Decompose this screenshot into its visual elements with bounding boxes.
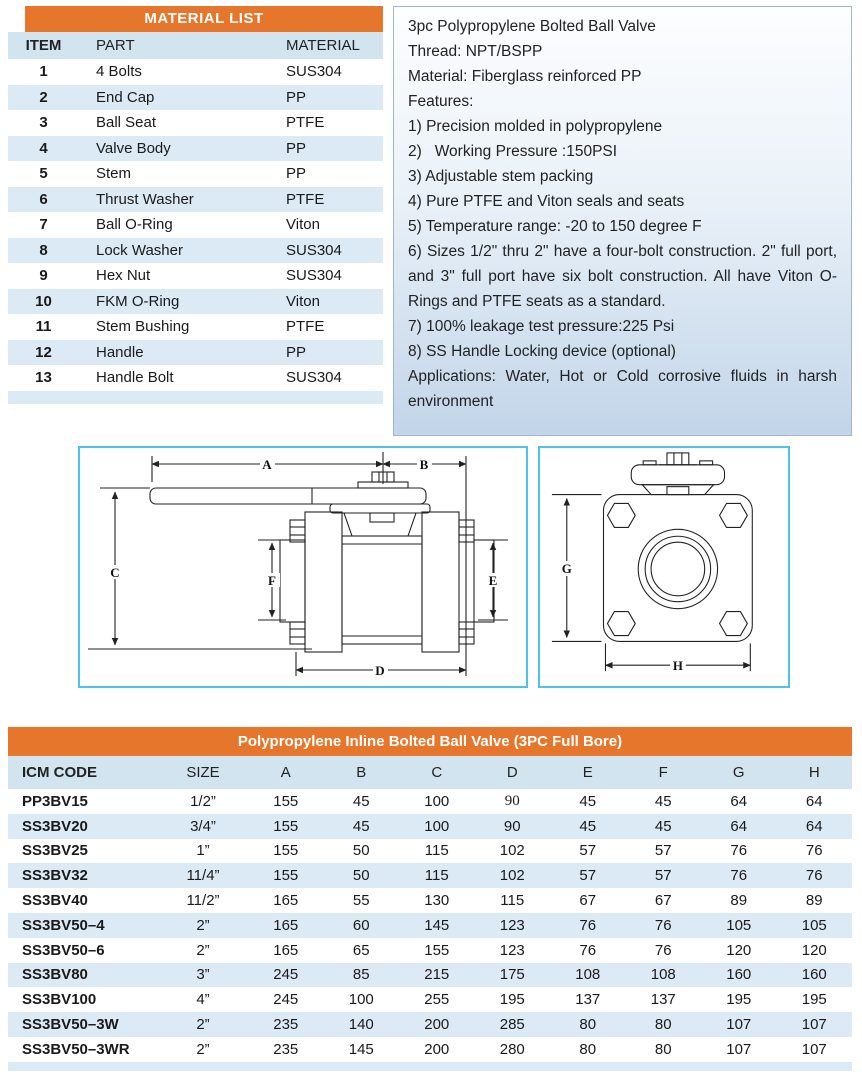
table-cell: 64 <box>730 792 748 810</box>
table-row <box>8 814 852 839</box>
table-bottom-strip <box>8 391 383 404</box>
table-cell: 5 <box>39 165 48 183</box>
table-cell: 8 <box>39 241 48 259</box>
column-header: C <box>431 764 443 781</box>
table-cell: 80 <box>654 1016 672 1034</box>
table-cell: 123 <box>499 941 525 959</box>
table-cell: 130 <box>424 892 450 910</box>
table-cell: 64 <box>805 817 823 835</box>
table-cell: 3/4” <box>190 817 216 835</box>
table-cell: 137 <box>650 991 676 1009</box>
table-cell: 155 <box>273 792 299 810</box>
table-cell: SS3BV40 <box>22 892 88 910</box>
table-cell: Handle Bolt <box>96 369 174 387</box>
table-cell: 108 <box>650 966 676 984</box>
table-cell: 4 Bolts <box>96 63 142 81</box>
table-cell: PP <box>286 139 307 157</box>
description-line: 6) Sizes 1/2" thru 2" have a four-bolt construction. 2" full port, and 3" full port have six bolt construction. All have Viton O-Rings and PTFE seats as a standard. <box>408 243 842 310</box>
table-cell: 45 <box>654 817 672 835</box>
dim-label-h: H <box>672 659 683 674</box>
description-line: 8) SS Handle Locking device (optional) <box>408 343 676 360</box>
table-cell: 57 <box>579 842 597 860</box>
table-cell: 45 <box>352 817 370 835</box>
table-cell: 76 <box>654 916 672 934</box>
table-cell: 280 <box>499 1040 525 1058</box>
table-cell: SS3BV50–3WR <box>22 1040 130 1058</box>
table-cell: 76 <box>730 842 748 860</box>
table-cell: 1” <box>196 842 210 860</box>
table-cell: FKM O-Ring <box>96 292 180 310</box>
dimension-table <box>8 756 852 1062</box>
material-list-table <box>8 32 383 391</box>
table-cell: 9 <box>39 267 48 285</box>
table-cell: PP <box>286 165 307 183</box>
description-line: 3) Adjustable stem packing <box>408 168 594 185</box>
table-cell: 1 <box>39 63 48 81</box>
table-cell: 90 <box>503 817 521 835</box>
table-cell: Thrust Washer <box>96 190 194 208</box>
table-row <box>8 161 383 187</box>
table-cell: 3 <box>39 114 48 132</box>
table-cell: 80 <box>654 1040 672 1058</box>
table-cell: 4 <box>39 139 48 157</box>
table-cell: 2” <box>196 941 210 959</box>
column-header: B <box>356 764 367 781</box>
table-cell: 107 <box>726 1016 752 1034</box>
column-header: ICM CODE <box>22 764 97 781</box>
table-header-row <box>8 32 383 59</box>
dim-label-d: D <box>375 663 385 678</box>
table-cell: 7 <box>39 216 48 234</box>
table-cell: SS3BV50–3W <box>22 1016 119 1034</box>
table-cell: 145 <box>348 1040 374 1058</box>
dim-label-c: C <box>110 565 120 580</box>
table-cell: 50 <box>352 842 370 860</box>
table-cell: 64 <box>805 792 823 810</box>
table-cell: 140 <box>348 1016 374 1034</box>
table-row <box>8 987 852 1012</box>
table-cell: Hex Nut <box>96 267 151 285</box>
table-bottom-strip <box>8 1062 852 1071</box>
table-cell: 115 <box>424 842 449 860</box>
table-cell: 67 <box>579 892 597 910</box>
table-cell: 80 <box>579 1040 597 1058</box>
table-cell: 195 <box>499 991 525 1009</box>
table-row <box>8 314 383 340</box>
description-line: 4) Pure PTFE and Viton seals and seats <box>408 193 685 210</box>
table-cell: 115 <box>424 867 449 885</box>
description-line: Features: <box>408 93 474 110</box>
table-cell: SS3BV50–6 <box>22 941 105 959</box>
table-cell: 120 <box>726 941 752 959</box>
description-line: 5) Temperature range: -20 to 150 degree F <box>408 218 702 235</box>
table-cell: 55 <box>352 892 370 910</box>
table-cell: Viton <box>286 216 320 234</box>
table-cell: SS3BV100 <box>22 991 97 1009</box>
table-cell: 145 <box>424 916 450 934</box>
table-cell: SS3BV20 <box>22 817 88 835</box>
table-cell: Handle <box>96 343 144 361</box>
column-header: G <box>732 764 745 781</box>
column-header: ITEM <box>25 37 62 54</box>
table-row <box>8 1012 852 1037</box>
table-cell: 76 <box>579 941 597 959</box>
table-cell: 45 <box>579 817 597 835</box>
table-cell: 200 <box>424 1040 450 1058</box>
table-cell: 64 <box>730 817 748 835</box>
table-cell: 50 <box>352 867 370 885</box>
dim-label-g: G <box>561 561 572 576</box>
table-cell: SS3BV50–4 <box>22 916 105 934</box>
table-header-row <box>8 756 852 789</box>
column-header: E <box>582 764 593 781</box>
table-cell: 11/4” <box>186 867 220 885</box>
table-row <box>8 187 383 213</box>
table-row <box>8 839 852 864</box>
table-cell: 11/2” <box>186 892 220 910</box>
valve-end-view-drawing <box>538 446 790 688</box>
table-cell: PP <box>286 343 307 361</box>
description-line: 7) 100% leakage test pressure:225 Psi <box>408 318 675 335</box>
table-row <box>8 938 852 963</box>
table-cell: 175 <box>499 966 525 984</box>
table-cell: 245 <box>273 966 299 984</box>
table-row <box>8 212 383 238</box>
table-cell: 107 <box>801 1016 827 1034</box>
table-row <box>8 365 383 391</box>
table-cell: 89 <box>730 892 748 910</box>
table-cell: 115 <box>500 892 525 910</box>
table-cell: 45 <box>352 792 370 810</box>
table-cell: 2 <box>39 88 48 106</box>
table-cell: SUS304 <box>286 369 342 387</box>
description-line: 2) Working Pressure :150PSI <box>408 143 618 160</box>
table-cell: 123 <box>499 916 525 934</box>
table-cell: 165 <box>273 916 299 934</box>
table-cell: 1/2” <box>190 792 216 810</box>
table-cell: 57 <box>654 842 672 860</box>
column-header: SIZE <box>186 764 220 781</box>
table-cell: 10 <box>35 292 52 310</box>
table-cell: 285 <box>499 1016 525 1034</box>
table-cell: Ball Seat <box>96 114 157 132</box>
dimension-table-section <box>8 727 852 1071</box>
table-row <box>8 913 852 938</box>
table-cell: 215 <box>424 966 450 984</box>
table-cell: PTFE <box>286 114 325 132</box>
table-cell: 255 <box>424 991 450 1009</box>
table-cell: 155 <box>273 842 299 860</box>
table-cell: 102 <box>499 842 525 860</box>
table-cell: 100 <box>348 991 374 1009</box>
dim-label-a: A <box>262 457 272 472</box>
table-cell: 67 <box>654 892 672 910</box>
table-cell: 155 <box>273 817 299 835</box>
table-cell: 76 <box>654 941 672 959</box>
table-cell: PTFE <box>286 190 325 208</box>
table-cell: 13 <box>35 369 52 387</box>
table-cell: Viton <box>286 292 320 310</box>
table-cell: 90 <box>504 792 520 809</box>
table-cell: SS3BV25 <box>22 842 88 860</box>
table-cell: 76 <box>730 867 748 885</box>
column-header: H <box>808 764 820 781</box>
table-cell: SUS304 <box>286 63 342 81</box>
table-cell: 4” <box>196 991 210 1009</box>
material-list-title: MATERIAL LIST <box>25 6 383 32</box>
material-list <box>8 6 383 404</box>
table-row <box>8 789 852 814</box>
table-cell: 160 <box>726 966 752 984</box>
table-cell: 155 <box>273 867 299 885</box>
table-row <box>8 863 852 888</box>
valve-end-view-diagram <box>540 448 788 686</box>
table-cell: 100 <box>424 792 450 810</box>
table-row <box>8 888 852 913</box>
table-cell: 137 <box>575 991 601 1009</box>
dimension-table-title: Polypropylene Inline Bolted Ball Valve (3PC Full Bore) <box>8 727 852 756</box>
table-cell: 85 <box>352 966 370 984</box>
table-cell: End Cap <box>96 88 155 106</box>
table-cell: SS3BV32 <box>22 867 88 885</box>
table-cell: 155 <box>424 941 450 959</box>
table-cell: 76 <box>805 842 823 860</box>
table-cell: 60 <box>352 916 370 934</box>
column-header: A <box>280 764 291 781</box>
table-cell: 57 <box>654 867 672 885</box>
table-cell: 105 <box>726 916 752 934</box>
table-cell: 65 <box>352 941 370 959</box>
table-cell: 2” <box>196 1016 210 1034</box>
table-cell: 245 <box>273 991 299 1009</box>
table-row <box>8 110 383 136</box>
table-cell: 76 <box>805 867 823 885</box>
table-cell: Valve Body <box>96 139 171 157</box>
table-cell: 12 <box>35 343 52 361</box>
table-cell: 80 <box>579 1016 597 1034</box>
table-cell: 89 <box>805 892 823 910</box>
valve-side-view-diagram <box>80 448 526 686</box>
dim-label-f: F <box>268 573 276 588</box>
table-cell: 160 <box>801 966 827 984</box>
table-cell: 107 <box>801 1040 827 1058</box>
table-row <box>8 340 383 366</box>
table-cell: 105 <box>801 916 827 934</box>
table-cell: 2” <box>196 1040 210 1058</box>
column-header: F <box>658 764 668 781</box>
table-cell: 108 <box>575 966 601 984</box>
table-cell: SS3BV80 <box>22 966 88 984</box>
table-cell: 45 <box>654 792 672 810</box>
table-cell: 120 <box>801 941 827 959</box>
product-description-panel <box>393 6 852 436</box>
table-cell: 107 <box>726 1040 752 1058</box>
table-cell: 3” <box>196 966 210 984</box>
column-header: MATERIAL <box>286 37 360 54</box>
table-cell: PP <box>286 88 307 106</box>
table-cell: 165 <box>273 892 299 910</box>
description-line: Material: Fiberglass reinforced PP <box>408 68 642 85</box>
table-cell: Stem <box>96 165 132 183</box>
table-cell: Stem Bushing <box>96 318 190 336</box>
table-cell: SUS304 <box>286 267 342 285</box>
table-cell: 76 <box>579 916 597 934</box>
table-cell: 100 <box>424 817 450 835</box>
table-cell: 235 <box>273 1040 299 1058</box>
table-cell: 2” <box>196 916 210 934</box>
table-cell: 11 <box>35 318 52 336</box>
table-row <box>8 289 383 315</box>
table-cell: Ball O-Ring <box>96 216 173 234</box>
column-header: PART <box>96 37 135 54</box>
table-cell: 195 <box>801 991 827 1009</box>
table-cell: Lock Washer <box>96 241 183 259</box>
description-line: Thread: NPT/BSPP <box>408 43 543 60</box>
table-cell: 235 <box>273 1016 299 1034</box>
table-row <box>8 963 852 988</box>
table-cell: 102 <box>499 867 525 885</box>
table-cell: 195 <box>726 991 752 1009</box>
description-line: 1) Precision molded in polypropylene <box>408 118 663 135</box>
table-cell: PTFE <box>286 318 325 336</box>
table-row <box>8 238 383 264</box>
table-cell: 57 <box>579 867 597 885</box>
table-cell: 200 <box>424 1016 450 1034</box>
dim-label-b: B <box>419 457 429 472</box>
table-row <box>8 263 383 289</box>
table-cell: 165 <box>273 941 299 959</box>
dim-label-e: E <box>488 573 498 588</box>
table-cell: 45 <box>579 792 597 810</box>
column-header: D <box>506 764 518 781</box>
table-row <box>8 59 383 85</box>
table-row <box>8 1037 852 1062</box>
table-cell: 6 <box>39 190 48 208</box>
table-cell: PP3BV15 <box>22 792 88 810</box>
table-row <box>8 85 383 111</box>
valve-side-view-drawing <box>78 446 528 688</box>
table-row <box>8 136 383 162</box>
table-cell: SUS304 <box>286 241 342 259</box>
description-line: 3pc Polypropylene Bolted Ball Valve <box>408 18 656 35</box>
description-line: Applications: Water, Hot or Cold corrosive fluids in harsh environment <box>408 368 842 410</box>
